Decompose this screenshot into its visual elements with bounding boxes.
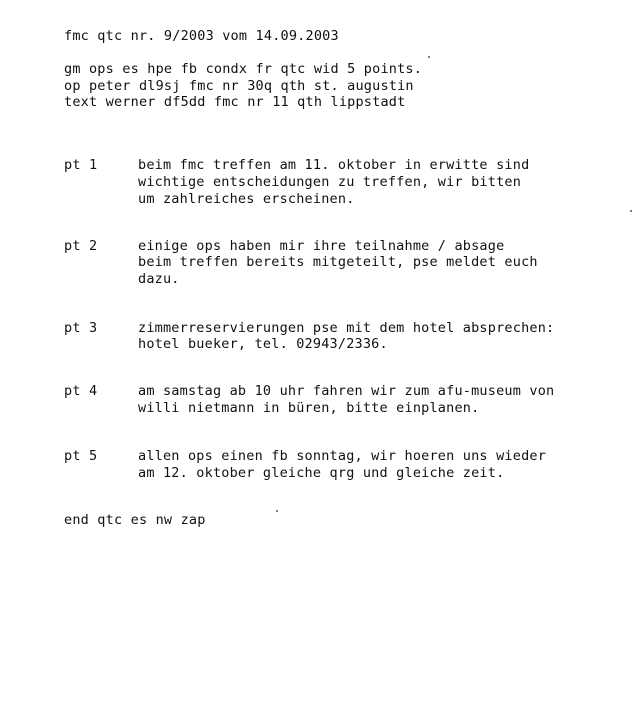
point-4-line-2: willi nietmann in büren, bitte einplanen. (138, 400, 480, 416)
point-2-label: pt 2 (64, 238, 98, 254)
closing-line: end qtc es nw zap (64, 512, 206, 528)
point-2-line-2: beim treffen bereits mitgeteilt, pse meldet euch (138, 254, 538, 270)
document-title: fmc qtc nr. 9/2003 vom 14.09.2003 (64, 28, 339, 44)
point-1-line-3: um zahlreiches erscheinen. (138, 191, 355, 207)
point-5-label: pt 5 (64, 448, 98, 464)
intro-line-2: op peter dl9sj fmc nr 30q qth st. augustin (64, 78, 414, 94)
point-1-label: pt 1 (64, 157, 98, 173)
point-4-label: pt 4 (64, 383, 98, 399)
scan-speck (630, 210, 632, 212)
scan-speck (428, 56, 430, 58)
point-3-line-2: hotel bueker, tel. 02943/2336. (138, 336, 388, 352)
point-3-label: pt 3 (64, 320, 98, 336)
point-2-line-3: dazu. (138, 271, 180, 287)
intro-line-3: text werner df5dd fmc nr 11 qth lippstadt (64, 94, 406, 110)
point-5-line-2: am 12. oktober gleiche qrg und gleiche zeit. (138, 465, 505, 481)
point-3-line-1: zimmerreservierungen pse mit dem hotel absprechen: (138, 320, 555, 336)
point-2-line-1: einige ops haben mir ihre teilnahme / absage (138, 238, 505, 254)
scan-speck (276, 510, 278, 512)
point-4-line-1: am samstag ab 10 uhr fahren wir zum afu-museum von (138, 383, 555, 399)
point-1-line-2: wichtige entscheidungen zu treffen, wir bitten (138, 174, 522, 190)
intro-line-1: gm ops es hpe fb condx fr qtc wid 5 points. (64, 61, 423, 77)
point-5-line-1: allen ops einen fb sonntag, wir hoeren uns wieder (138, 448, 547, 464)
point-1-line-1: beim fmc treffen am 11. oktober in erwitte sind (138, 157, 530, 173)
